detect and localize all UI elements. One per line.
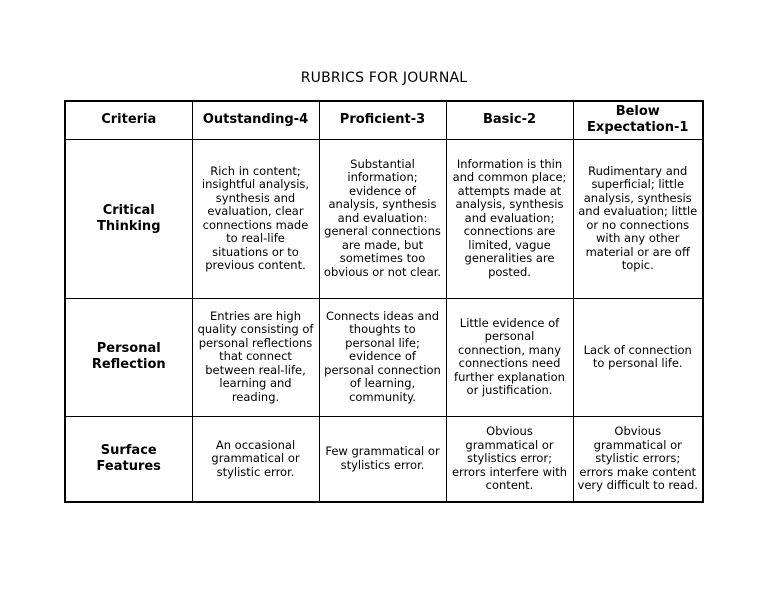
criteria-cell: Surface Features xyxy=(65,416,192,502)
criteria-cell: Critical Thinking xyxy=(65,139,192,298)
header-outstanding: Outstanding-4 xyxy=(192,101,319,139)
rubric-cell: Entries are high quality consisting of personal reflections that connect between real-life, learning and reading. xyxy=(192,298,319,416)
rubric-cell: Rudimentary and superficial; little analysis, synthesis and evaluation; little or no connections with any other material or are off topic. xyxy=(573,139,703,298)
rubric-cell: Rich in content; insightful analysis, synthesis and evaluation, clear connections made to real-life situations or to previous content. xyxy=(192,139,319,298)
table-row xyxy=(65,139,703,298)
rubric-cell: An occasional grammatical or stylistic error. xyxy=(192,416,319,502)
rubric-cell: Information is thin and common place; attempts made at analysis, synthesis and evaluation; connections are limited, vague generalities are posted. xyxy=(446,139,573,298)
header-row xyxy=(65,101,703,139)
table-row xyxy=(65,416,703,502)
rubric-cell: Obvious grammatical or stylistic errors; errors make content very difficult to read. xyxy=(573,416,703,502)
rubric-table xyxy=(64,100,704,503)
rubric-cell: Few grammatical or stylistics error. xyxy=(319,416,446,502)
header-criteria: Criteria xyxy=(65,101,192,139)
header-below-expectation: Below Expectation-1 xyxy=(573,101,703,139)
table-row xyxy=(65,298,703,416)
criteria-cell: Personal Reflection xyxy=(65,298,192,416)
rubric-cell: Connects ideas and thoughts to personal life; evidence of personal connection of learning, community. xyxy=(319,298,446,416)
rubric-cell: Lack of connection to personal life. xyxy=(573,298,703,416)
rubric-cell: Obvious grammatical or stylistics error; errors interfere with content. xyxy=(446,416,573,502)
header-basic: Basic-2 xyxy=(446,101,573,139)
rubric-cell: Substantial information; evidence of analysis, synthesis and evaluation: general connections are made, but sometimes too obvious or not clear. xyxy=(319,139,446,298)
header-proficient: Proficient-3 xyxy=(319,101,446,139)
rubric-cell: Little evidence of personal connection, many connections need further explanation or justification. xyxy=(446,298,573,416)
page-title: RUBRICS FOR JOURNAL xyxy=(300,70,468,86)
